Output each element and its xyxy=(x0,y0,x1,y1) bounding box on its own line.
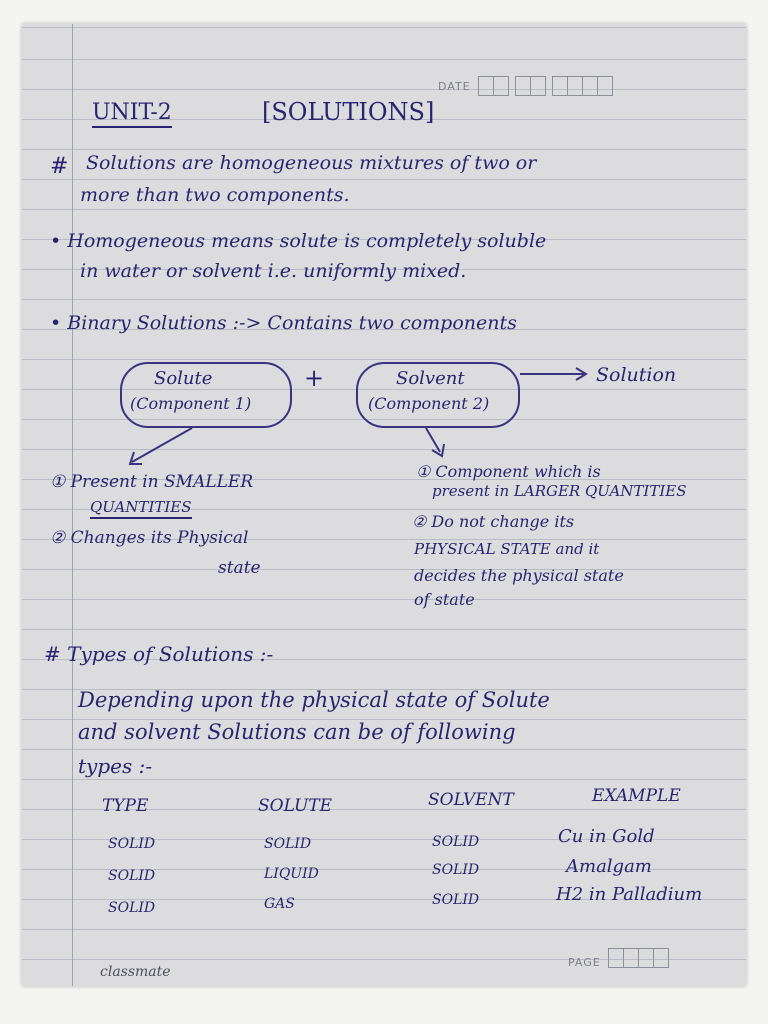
solvent-title: Solvent xyxy=(396,368,465,389)
arrow-solute-down xyxy=(132,428,192,462)
solvent-subtitle: (Component 2) xyxy=(368,394,490,413)
solute-title: Solute xyxy=(154,368,213,389)
table-cell: Amalgam xyxy=(566,856,652,877)
unit-title: UNIT-2 xyxy=(92,100,172,128)
homogeneous-line-2: in water or solvent i.e. uniformly mixed. xyxy=(80,260,467,282)
table-cell: GAS xyxy=(264,896,295,912)
solution-label: Solution xyxy=(596,364,677,386)
table-cell: SOLID xyxy=(432,892,480,908)
table-header-solvent: SOLVENT xyxy=(428,790,514,810)
arrow-solvent-down xyxy=(426,428,440,452)
plus-sign: + xyxy=(304,364,325,392)
homogeneous-line-1: • Homogeneous means solute is completely soluble xyxy=(50,230,547,252)
table-cell: Cu in Gold xyxy=(558,826,655,847)
binary-solutions-line: • Binary Solutions :-> Contains two components xyxy=(50,312,517,334)
table-cell: SOLID xyxy=(432,862,480,878)
table-cell: H2 in Palladium xyxy=(556,884,703,905)
date-label: DATE xyxy=(438,80,471,93)
page-boxes xyxy=(608,948,668,968)
table-cell: SOLID xyxy=(108,900,156,916)
definition-line-1: Solutions are homogeneous mixtures of two or xyxy=(86,152,537,174)
solute-point-1-line-1: ① Present in SMALLER xyxy=(50,472,254,492)
topic-title: [SOLUTIONS] xyxy=(262,98,435,126)
table-header-example: EXAMPLE xyxy=(592,786,681,806)
page-label: PAGE xyxy=(568,956,601,969)
brand-classmate: classmate xyxy=(100,964,171,980)
table-header-solute: SOLUTE xyxy=(258,796,333,816)
solvent-point-1-line-2: present in LARGER QUANTITIES xyxy=(432,482,687,500)
solvent-point-2-line-4: of state xyxy=(414,590,475,609)
types-line-3: types :- xyxy=(78,754,153,778)
solute-point-2-line-1: ② Changes its Physical xyxy=(50,528,249,548)
table-cell: SOLID xyxy=(108,836,156,852)
solvent-point-2-line-2: PHYSICAL STATE and it xyxy=(414,540,600,558)
table-cell: SOLID xyxy=(108,868,156,884)
types-line-2: and solvent Solutions can be of following xyxy=(78,720,516,744)
table-cell: SOLID xyxy=(264,836,312,852)
table-cell: SOLID xyxy=(432,834,480,850)
solute-subtitle: (Component 1) xyxy=(130,394,252,413)
solute-point-2-line-2: state xyxy=(218,558,261,578)
definition-line-2: more than two components. xyxy=(80,184,350,206)
solute-point-1-line-2: QUANTITIES xyxy=(90,498,192,519)
solvent-point-1-line-1: ① Component which is xyxy=(416,462,601,481)
types-heading: # Types of Solutions :- xyxy=(44,642,274,666)
notebook-page xyxy=(22,24,746,986)
definition-bullet: # xyxy=(50,154,69,179)
types-line-1: Depending upon the physical state of Solute xyxy=(78,688,550,712)
table-header-type: TYPE xyxy=(102,796,149,816)
solvent-point-2-line-1: ② Do not change its xyxy=(412,512,575,531)
solvent-point-2-line-3: decides the physical state xyxy=(414,566,624,585)
table-cell: LIQUID xyxy=(264,866,319,882)
